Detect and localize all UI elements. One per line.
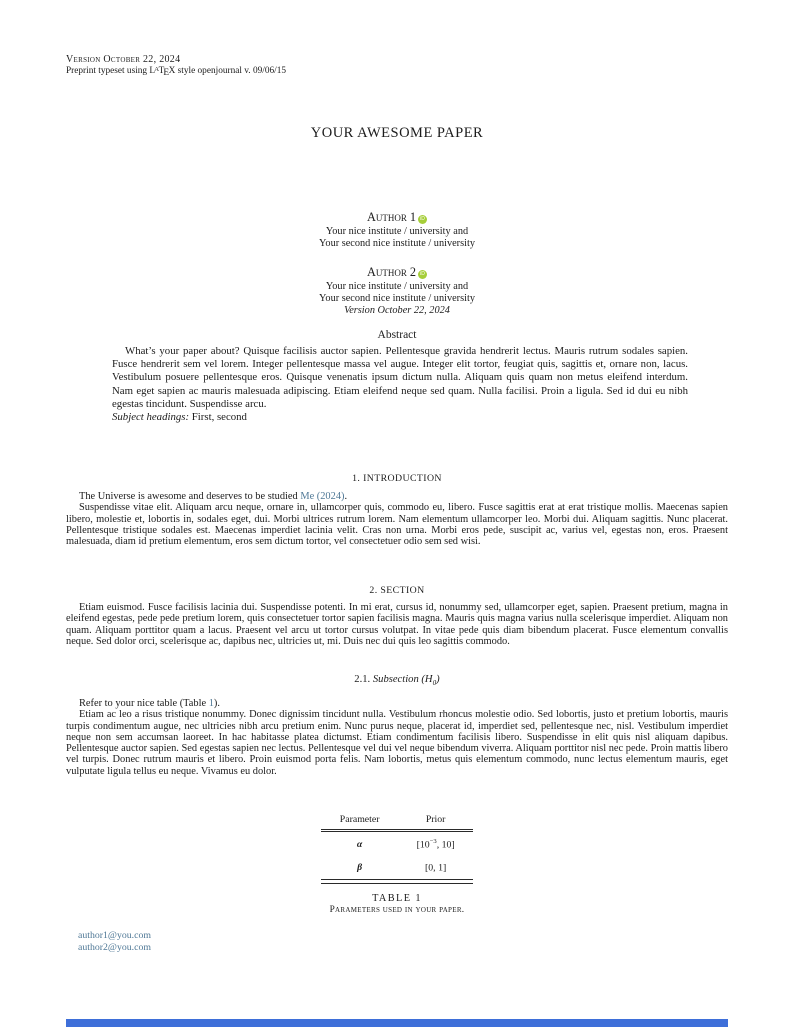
latex-logo: $L^ATEX$ [149, 66, 176, 79]
param-alpha: α [356, 838, 363, 850]
author-2-affiliation-2: Your second nice institute / university [319, 292, 475, 304]
author-1-affiliation-1: Your nice institute / university and [325, 226, 469, 237]
subject-headings-line [112, 411, 688, 424]
footer-accent-bar [66, 1019, 728, 1027]
subsection-number: 2.1. [354, 674, 371, 685]
author-1-email-link[interactable]: author1@you.com [78, 930, 151, 941]
author-2-email-link[interactable]: author2@you.com [78, 941, 151, 953]
author-1-name-line [0, 208, 794, 226]
citation-link[interactable]: Me (2024) [300, 491, 345, 502]
subsection-title: Subsection $(H_0)$ [372, 674, 440, 688]
abstract-heading: Abstract [377, 329, 417, 341]
preprint-typeset-line: Preprint typeset using $L^ATEX$ style openjournal v. 09/06/15 [66, 66, 287, 79]
table-header-row [321, 813, 473, 831]
param-beta: β [321, 855, 398, 879]
subsection-2-1-body [66, 698, 728, 777]
parameters-table [321, 813, 473, 880]
table-reference-paragraph: Refer to your nice table (Table 1). [79, 698, 220, 709]
table-1 [0, 813, 794, 915]
table-header-prior: Prior [398, 813, 473, 831]
table-ref-link[interactable]: 1 [208, 698, 214, 709]
author-1-name: Author 1 [366, 210, 417, 224]
prior-alpha: [$10^{-3}$, 10] [416, 838, 455, 851]
author-2-name-line [0, 263, 794, 281]
author-block-1 [0, 208, 794, 249]
subject-headings-label: Subject headings: [112, 411, 190, 424]
author-2-name: Author 2 [366, 265, 417, 279]
introduction-section [66, 491, 728, 547]
table-caption [0, 893, 794, 915]
section-2-paragraph-1: Etiam euismod. Fusce facilisis lacinia dui. Suspendisse potenti. In mi erat, cursus id, nonummy sed, ullamcorper eget, sapien. Praesent pretium, magna in eleifend egestas, pede pede pretium lorem, quis consectetuer tortor sapien facilisis magna. Mauris quis magna varius nulla scelerisque imperdiet. Aliquam non quam. Aliquam porttitor quam a lacus. Praesent vel arcu ut tortor cursus volutpat. In vitae pede quis diam bibendum placerat. Fusce elementum convallis neque. Sed dolor orci, scelerisque ac, dapibus nec, ultricies ut, mi. Duis nec dui quis leo sagittis commodo. [66, 602, 728, 647]
orcid-icon[interactable]: iD [418, 215, 427, 224]
subsection-2-1-heading [0, 674, 794, 687]
section-2-body [66, 602, 728, 647]
prior-beta: [0, 1] [398, 855, 473, 879]
version-line: Version October 22, 2024 [66, 54, 181, 65]
abstract-text: What’s your paper about? Quisque facilisis auctor sapien. Pellentesque gravida hendrerit lectus. Mauris rutrum sodales sapien. Fusce hendrerit sem vel lorem. Integer pellentesque massa vel augue. Integer elit tortor, feugiat quis, sagittis et, ornare non, lacus. Vestibulum posuere pellentesque eros. Quisque venenatis ipsum dictum nulla. Aliquam quis quam non metus eleifend interdum. Nam eget sapien ac mauris malesuada adipiscing. Etiam eleifend neque sed quam. Nulla facilisi. Proin a ligula. Sed id dui eu nibh egestas tincidunt. Suspendisse arcu. [112, 345, 688, 410]
table-row [321, 855, 473, 879]
paper-title: YOUR AWESOME PAPER [310, 125, 484, 141]
version-date: Version October 22, 2024 [344, 305, 450, 317]
intro-paragraph-2: Suspendisse vitae elit. Aliquam arcu neque, ornare in, ullamcorper quis, commodo eu, libero. Fusce sagittis erat at erat tristique mollis. Maecenas sapien libero, molestie et, lobortis in, sodales eget, dui. Morbi ultrices rutrum lorem. Nam elementum ullamcorper leo. Morbi dui. Aliquam sagittis. Nunc placerat. Pellentesque tristique sodales est. Maecenas imperdiet lacinia velit. Cras non urna. Morbi eros pede, suscipit ac, varius vel, egestas non, eros. Praesent malesuada, diam id pretium elementum, eros sem dictum tortor, vel consectetuer odio sem sed wisi. [66, 502, 728, 548]
author-2-affiliation-1: Your nice institute / university and [325, 281, 469, 292]
subsection-paragraph-2: Etiam ac leo a risus tristique nonummy. Donec dignissim tincidunt nulla. Vestibulum rhoncus molestie odio. Sed lobortis, justo et pretium lobortis, mauris turpis condimentum augue, nec ultricies nibh arcu pretium enim. Nunc purus neque, placerat id, imperdiet sed, pellentesque nec, nisl. Vestibulum imperdiet neque non sem accumsan laoreet. In hac habitasse platea dictumst. Etiam condimentum facilisis libero. Suspendisse in elit quis nisl aliquam dapibus. Pellentesque auctor sapien. Sed egestas sapien nec lectus. Pellentesque vel dui vel neque bibendum viverra. Aliquam porttitor nisl nec pede. Proin mattis libero vel turpis. Donec rutrum mauris et libero. Proin euismod porta felis. Nam lobortis, metus quis elementum commodo, nunc lectus elementum mauris, eget vulputate ligula tellus eu neque. Vivamus eu dolor. [66, 709, 728, 777]
author-block-2 [0, 263, 794, 316]
table-row [321, 831, 473, 856]
footer-emails [78, 930, 151, 953]
section-2-heading: 2. SECTION [369, 585, 425, 596]
preprint-header [66, 54, 486, 78]
table-caption-title: TABLE 1 [372, 892, 422, 904]
author-1-affiliation-2: Your second nice institute / university [319, 237, 475, 249]
section-1-heading: 1. INTRODUCTION [352, 473, 442, 484]
subject-headings-value: First, second [191, 411, 247, 424]
orcid-icon[interactable]: iD [418, 270, 427, 279]
abstract-body [112, 345, 688, 424]
table-bottom-rule [321, 883, 473, 884]
table-header-parameter: Parameter [321, 813, 398, 831]
table-caption-text: Parameters used in your paper. [329, 904, 465, 915]
intro-paragraph-1: The Universe is awesome and deserves to be studied Me (2024). [79, 491, 348, 502]
